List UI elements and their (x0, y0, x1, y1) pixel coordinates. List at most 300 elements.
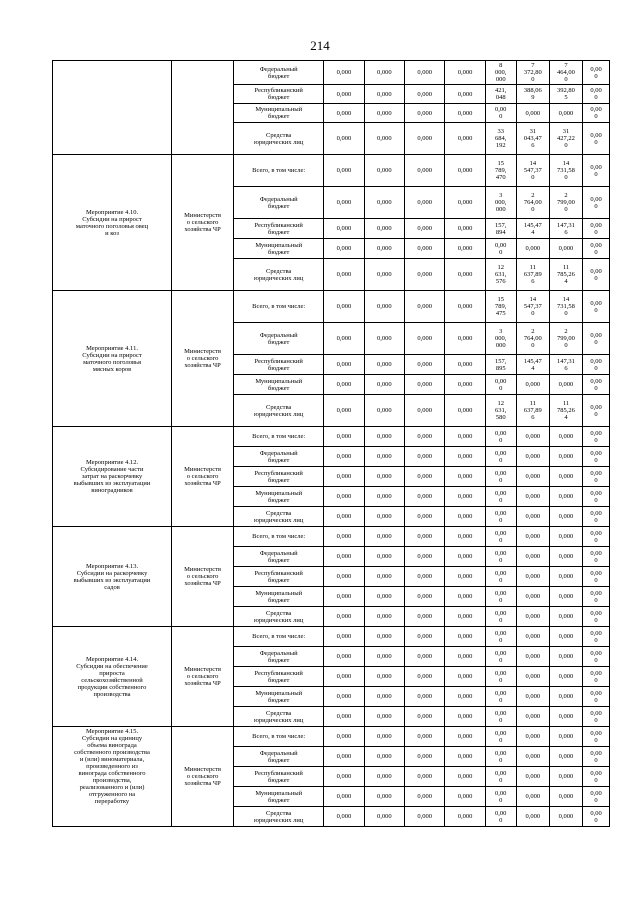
amount-cell: 0,000 (445, 61, 485, 85)
amount-cell: 0,00 0 (485, 587, 516, 607)
amount-cell: 0,00 0 (583, 259, 610, 291)
amount-cell: 0,000 (324, 507, 364, 527)
amount-cell: 0,000 (364, 567, 404, 587)
amount-cell: 0,000 (364, 767, 404, 787)
amount-cell: 0,000 (445, 123, 485, 155)
amount-cell: 0,000 (445, 587, 485, 607)
amount-cell: 0,00 0 (583, 547, 610, 567)
amount-cell: 0,000 (549, 687, 582, 707)
amount-cell: 2 799,00 0 (549, 323, 582, 355)
amount-cell: 0,00 0 (583, 239, 610, 259)
amount-cell: 0,000 (324, 239, 364, 259)
amount-cell: 0,000 (324, 447, 364, 467)
responsible-executor: Министерств о сельского хозяйства ЧР (172, 155, 234, 291)
amount-cell: 0,000 (404, 587, 444, 607)
funding-source: Республиканский бюджет (234, 667, 324, 687)
amount-cell: 3 000, 000 (485, 323, 516, 355)
amount-cell: 0,000 (404, 727, 444, 747)
responsible-executor: Министерств о сельского хозяйства ЧР (172, 727, 234, 827)
funding-table (52, 60, 610, 827)
amount-cell: 0,000 (549, 667, 582, 687)
amount-cell: 0,000 (445, 487, 485, 507)
amount-cell: 157, 895 (485, 355, 516, 375)
amount-cell: 0,000 (445, 647, 485, 667)
amount-cell: 0,000 (516, 547, 549, 567)
amount-cell: 0,000 (364, 547, 404, 567)
amount-cell: 0,00 0 (583, 85, 610, 104)
amount-cell: 0,000 (516, 447, 549, 467)
amount-cell: 2 799,00 0 (549, 187, 582, 219)
responsible-executor: Министерств о сельского хозяйства ЧР (172, 291, 234, 427)
amount-cell: 0,000 (364, 355, 404, 375)
funding-source: Всего, в том числе: (234, 627, 324, 647)
amount-cell: 0,00 0 (583, 155, 610, 187)
amount-cell: 388,06 9 (516, 85, 549, 104)
amount-cell: 0,000 (516, 627, 549, 647)
amount-cell: 0,00 0 (485, 667, 516, 687)
amount-cell: 0,000 (364, 375, 404, 395)
amount-cell: 0,000 (404, 104, 444, 123)
amount-cell: 0,000 (324, 527, 364, 547)
amount-cell: 0,000 (364, 807, 404, 827)
amount-cell: 0,000 (364, 587, 404, 607)
amount-cell: 0,00 0 (583, 375, 610, 395)
amount-cell: 0,000 (324, 587, 364, 607)
funding-source: Республиканский бюджет (234, 85, 324, 104)
amount-cell: 0,000 (445, 627, 485, 647)
amount-cell: 0,000 (516, 467, 549, 487)
amount-cell: 0,000 (404, 807, 444, 827)
amount-cell: 0,00 0 (485, 627, 516, 647)
event-name: Мероприятие 4.10. Субсидии на прирост маточного поголовья овец и коз (53, 155, 172, 291)
event-name: Мероприятие 4.13. Субсидии на раскорчевку выбывших из эксплуатации садов (53, 527, 172, 627)
amount-cell: 0,000 (404, 747, 444, 767)
amount-cell: 0,000 (324, 607, 364, 627)
funding-source: Средства юридических лиц (234, 607, 324, 627)
amount-cell: 0,000 (445, 375, 485, 395)
amount-cell: 0,000 (404, 467, 444, 487)
responsible-executor (172, 61, 234, 155)
amount-cell: 0,000 (549, 375, 582, 395)
amount-cell: 0,000 (445, 239, 485, 259)
event-name: Мероприятие 4.14. Субсидии на обеспечение прироста сельскохозяйственной продукции собственного производства (53, 627, 172, 727)
amount-cell: 0,000 (516, 104, 549, 123)
amount-cell: 0,000 (516, 807, 549, 827)
amount-cell: 0,000 (404, 187, 444, 219)
amount-cell: 0,000 (404, 395, 444, 427)
amount-cell: 14 547,37 0 (516, 155, 549, 187)
table-row (53, 727, 610, 747)
amount-cell: 0,000 (324, 427, 364, 447)
amount-cell: 0,00 0 (485, 447, 516, 467)
amount-cell: 0,000 (404, 323, 444, 355)
amount-cell: 0,000 (445, 807, 485, 827)
amount-cell: 0,000 (445, 187, 485, 219)
amount-cell: 0,00 0 (485, 747, 516, 767)
amount-cell: 0,00 0 (583, 687, 610, 707)
amount-cell: 0,000 (445, 259, 485, 291)
amount-cell: 0,000 (404, 219, 444, 239)
amount-cell: 0,000 (549, 647, 582, 667)
amount-cell: 2 764,00 0 (516, 187, 549, 219)
funding-source: Федеральный бюджет (234, 61, 324, 85)
amount-cell: 0,000 (404, 239, 444, 259)
funding-source: Средства юридических лиц (234, 807, 324, 827)
funding-table-body (53, 61, 610, 827)
amount-cell: 0,000 (516, 767, 549, 787)
funding-source: Средства юридических лиц (234, 395, 324, 427)
amount-cell: 0,000 (516, 707, 549, 727)
funding-source: Всего, в том числе: (234, 291, 324, 323)
funding-source: Муниципальный бюджет (234, 239, 324, 259)
responsible-executor: Министерств о сельского хозяйства ЧР (172, 427, 234, 527)
amount-cell: 0,000 (516, 587, 549, 607)
funding-source: Всего, в том числе: (234, 155, 324, 187)
amount-cell: 0,000 (516, 487, 549, 507)
amount-cell: 0,00 0 (583, 467, 610, 487)
amount-cell: 0,000 (445, 447, 485, 467)
amount-cell: 31 043,47 6 (516, 123, 549, 155)
amount-cell: 0,00 0 (583, 291, 610, 323)
amount-cell: 0,000 (364, 787, 404, 807)
amount-cell: 0,000 (404, 61, 444, 85)
amount-cell: 3 000, 000 (485, 187, 516, 219)
amount-cell: 0,000 (549, 807, 582, 827)
amount-cell: 0,00 0 (583, 323, 610, 355)
amount-cell: 0,000 (324, 807, 364, 827)
amount-cell: 0,000 (364, 323, 404, 355)
amount-cell: 11 785,26 4 (549, 395, 582, 427)
funding-source: Средства юридических лиц (234, 259, 324, 291)
amount-cell: 0,00 0 (583, 527, 610, 547)
amount-cell: 15 789, 475 (485, 291, 516, 323)
amount-cell: 0,00 0 (583, 627, 610, 647)
amount-cell: 0,000 (324, 467, 364, 487)
amount-cell: 0,000 (364, 259, 404, 291)
amount-cell: 0,000 (324, 647, 364, 667)
funding-source: Средства юридических лиц (234, 707, 324, 727)
amount-cell: 0,000 (324, 123, 364, 155)
amount-cell: 0,000 (549, 104, 582, 123)
amount-cell: 0,00 0 (485, 239, 516, 259)
amount-cell: 0,000 (324, 375, 364, 395)
amount-cell: 0,000 (445, 547, 485, 567)
amount-cell: 157, 894 (485, 219, 516, 239)
funding-source: Муниципальный бюджет (234, 687, 324, 707)
table-row (53, 427, 610, 447)
amount-cell: 0,000 (404, 687, 444, 707)
amount-cell: 0,000 (324, 767, 364, 787)
amount-cell: 0,000 (445, 427, 485, 447)
amount-cell: 0,000 (549, 427, 582, 447)
amount-cell: 0,00 0 (583, 487, 610, 507)
amount-cell: 0,000 (445, 747, 485, 767)
amount-cell: 0,000 (324, 61, 364, 85)
amount-cell: 0,000 (549, 547, 582, 567)
amount-cell: 0,00 0 (583, 123, 610, 155)
amount-cell: 0,000 (549, 607, 582, 627)
amount-cell: 0,000 (364, 647, 404, 667)
table-row (53, 527, 610, 547)
amount-cell: 0,000 (364, 607, 404, 627)
amount-cell: 0,000 (324, 395, 364, 427)
amount-cell: 0,000 (324, 687, 364, 707)
amount-cell: 0,000 (549, 507, 582, 527)
amount-cell: 11 637,89 6 (516, 259, 549, 291)
amount-cell: 0,00 0 (485, 647, 516, 667)
amount-cell: 0,00 0 (583, 61, 610, 85)
amount-cell: 0,00 0 (485, 567, 516, 587)
amount-cell: 0,00 0 (583, 427, 610, 447)
amount-cell: 0,000 (324, 219, 364, 239)
amount-cell: 7 464,00 0 (549, 61, 582, 85)
amount-cell: 0,00 0 (485, 104, 516, 123)
amount-cell: 0,000 (404, 707, 444, 727)
amount-cell: 0,00 0 (485, 507, 516, 527)
amount-cell: 0,00 0 (583, 507, 610, 527)
amount-cell: 0,000 (549, 787, 582, 807)
amount-cell: 0,00 0 (583, 104, 610, 123)
amount-cell: 0,000 (364, 507, 404, 527)
amount-cell: 0,00 0 (583, 807, 610, 827)
amount-cell: 11 637,89 6 (516, 395, 549, 427)
amount-cell: 0,000 (445, 507, 485, 527)
amount-cell: 0,00 0 (485, 467, 516, 487)
amount-cell: 0,000 (445, 767, 485, 787)
amount-cell: 2 764,00 0 (516, 323, 549, 355)
amount-cell: 0,00 0 (485, 487, 516, 507)
amount-cell: 0,000 (549, 487, 582, 507)
amount-cell: 392,80 5 (549, 85, 582, 104)
amount-cell: 0,000 (404, 447, 444, 467)
amount-cell: 0,000 (549, 727, 582, 747)
amount-cell: 0,000 (516, 567, 549, 587)
amount-cell: 0,000 (516, 787, 549, 807)
amount-cell: 0,000 (324, 155, 364, 187)
amount-cell: 0,000 (404, 787, 444, 807)
amount-cell: 0,000 (445, 707, 485, 727)
amount-cell: 0,000 (404, 527, 444, 547)
funding-source: Федеральный бюджет (234, 647, 324, 667)
amount-cell: 0,000 (516, 607, 549, 627)
amount-cell: 0,000 (324, 787, 364, 807)
amount-cell: 0,000 (445, 667, 485, 687)
amount-cell: 0,000 (364, 104, 404, 123)
amount-cell: 0,000 (324, 707, 364, 727)
amount-cell: 0,000 (404, 607, 444, 627)
amount-cell: 0,000 (549, 627, 582, 647)
amount-cell: 0,000 (445, 291, 485, 323)
amount-cell: 0,000 (445, 395, 485, 427)
amount-cell: 0,000 (516, 747, 549, 767)
amount-cell: 0,000 (549, 747, 582, 767)
funding-source: Федеральный бюджет (234, 547, 324, 567)
amount-cell: 12 631, 576 (485, 259, 516, 291)
amount-cell: 0,000 (445, 787, 485, 807)
amount-cell: 0,00 0 (485, 807, 516, 827)
amount-cell: 0,00 0 (583, 647, 610, 667)
amount-cell: 0,00 0 (583, 767, 610, 787)
funding-source: Всего, в том числе: (234, 527, 324, 547)
amount-cell: 0,000 (445, 355, 485, 375)
amount-cell: 0,000 (364, 667, 404, 687)
amount-cell: 0,000 (364, 61, 404, 85)
amount-cell: 0,000 (549, 447, 582, 467)
amount-cell: 0,000 (324, 747, 364, 767)
funding-source: Всего, в том числе: (234, 427, 324, 447)
amount-cell: 0,000 (445, 155, 485, 187)
amount-cell: 0,00 0 (583, 447, 610, 467)
amount-cell: 14 731,58 0 (549, 155, 582, 187)
amount-cell: 7 372,80 0 (516, 61, 549, 85)
event-name: Мероприятие 4.15. Субсидии на единицу объема винограда собственного производства и (или) виноматериала, произведенного из винограда собственного производства, реализованного и (или) отгруженного на переработку (53, 727, 172, 827)
amount-cell: 0,00 0 (583, 747, 610, 767)
amount-cell: 0,000 (445, 467, 485, 487)
amount-cell: 0,000 (549, 587, 582, 607)
amount-cell: 0,000 (364, 219, 404, 239)
amount-cell: 0,000 (549, 767, 582, 787)
amount-cell: 0,000 (364, 427, 404, 447)
amount-cell: 0,000 (364, 627, 404, 647)
amount-cell: 0,000 (404, 291, 444, 323)
amount-cell: 0,00 0 (485, 767, 516, 787)
amount-cell: 145,47 4 (516, 219, 549, 239)
amount-cell: 0,000 (324, 547, 364, 567)
table-row (53, 291, 610, 323)
amount-cell: 0,000 (404, 85, 444, 104)
amount-cell: 12 631, 580 (485, 395, 516, 427)
funding-source: Муниципальный бюджет (234, 587, 324, 607)
amount-cell: 0,000 (404, 375, 444, 395)
amount-cell: 421, 048 (485, 85, 516, 104)
amount-cell: 11 785,26 4 (549, 259, 582, 291)
table-row (53, 61, 610, 85)
amount-cell: 0,000 (324, 355, 364, 375)
amount-cell: 0,000 (364, 85, 404, 104)
amount-cell: 0,000 (364, 291, 404, 323)
amount-cell: 0,000 (516, 727, 549, 747)
funding-source: Республиканский бюджет (234, 219, 324, 239)
amount-cell: 0,000 (324, 727, 364, 747)
amount-cell: 0,000 (364, 239, 404, 259)
amount-cell: 0,00 0 (485, 607, 516, 627)
amount-cell: 0,000 (549, 527, 582, 547)
amount-cell: 0,00 0 (583, 587, 610, 607)
amount-cell: 0,000 (364, 527, 404, 547)
amount-cell: 0,000 (516, 375, 549, 395)
amount-cell: 0,000 (324, 104, 364, 123)
amount-cell: 0,00 0 (485, 427, 516, 447)
amount-cell: 0,000 (364, 395, 404, 427)
amount-cell: 0,00 0 (583, 395, 610, 427)
funding-source: Муниципальный бюджет (234, 787, 324, 807)
amount-cell: 0,00 0 (583, 727, 610, 747)
page-number: 214 (310, 38, 330, 53)
amount-cell: 0,000 (445, 727, 485, 747)
amount-cell: 31 427,22 0 (549, 123, 582, 155)
amount-cell: 15 789, 470 (485, 155, 516, 187)
amount-cell: 0,000 (516, 647, 549, 667)
amount-cell: 0,00 0 (485, 687, 516, 707)
amount-cell: 0,000 (404, 667, 444, 687)
amount-cell: 0,00 0 (583, 607, 610, 627)
funding-source: Федеральный бюджет (234, 447, 324, 467)
amount-cell: 0,000 (404, 155, 444, 187)
amount-cell: 0,00 0 (583, 187, 610, 219)
amount-cell: 0,000 (445, 687, 485, 707)
amount-cell: 147,31 6 (549, 355, 582, 375)
funding-source: Республиканский бюджет (234, 767, 324, 787)
amount-cell: 0,00 0 (485, 527, 516, 547)
event-name (53, 61, 172, 155)
funding-source: Муниципальный бюджет (234, 104, 324, 123)
amount-cell: 0,000 (324, 667, 364, 687)
amount-cell: 0,000 (364, 447, 404, 467)
table-row (53, 627, 610, 647)
amount-cell: 0,000 (324, 567, 364, 587)
amount-cell: 0,00 0 (485, 727, 516, 747)
amount-cell: 0,000 (404, 427, 444, 447)
amount-cell: 0,00 0 (485, 787, 516, 807)
amount-cell: 0,00 0 (583, 667, 610, 687)
amount-cell: 0,000 (404, 123, 444, 155)
responsible-executor: Министерств о сельского хозяйства ЧР (172, 627, 234, 727)
amount-cell: 14 547,37 0 (516, 291, 549, 323)
amount-cell: 0,000 (364, 467, 404, 487)
amount-cell: 145,47 4 (516, 355, 549, 375)
amount-cell: 0,000 (324, 291, 364, 323)
funding-source: Муниципальный бюджет (234, 375, 324, 395)
amount-cell: 0,00 0 (583, 707, 610, 727)
amount-cell: 0,000 (516, 427, 549, 447)
amount-cell: 0,000 (404, 487, 444, 507)
amount-cell: 0,000 (445, 85, 485, 104)
event-name: Мероприятие 4.11. Субсидии на прирост маточного поголовья мясных коров (53, 291, 172, 427)
amount-cell: 0,000 (404, 567, 444, 587)
amount-cell: 8 000, 000 (485, 61, 516, 85)
amount-cell: 0,000 (364, 707, 404, 727)
amount-cell: 0,00 0 (583, 219, 610, 239)
amount-cell: 0,000 (324, 187, 364, 219)
amount-cell: 0,000 (404, 507, 444, 527)
funding-source: Федеральный бюджет (234, 187, 324, 219)
amount-cell: 0,000 (364, 123, 404, 155)
amount-cell: 0,000 (404, 767, 444, 787)
amount-cell: 0,00 0 (583, 787, 610, 807)
amount-cell: 14 731,58 0 (549, 291, 582, 323)
amount-cell: 0,000 (364, 727, 404, 747)
amount-cell: 0,000 (404, 259, 444, 291)
funding-source: Средства юридических лиц (234, 123, 324, 155)
amount-cell: 0,00 0 (485, 707, 516, 727)
funding-source: Муниципальный бюджет (234, 487, 324, 507)
amount-cell: 0,000 (364, 187, 404, 219)
amount-cell: 0,000 (324, 85, 364, 104)
amount-cell: 0,000 (324, 323, 364, 355)
amount-cell: 0,00 0 (583, 355, 610, 375)
amount-cell: 0,000 (445, 607, 485, 627)
amount-cell: 0,000 (445, 323, 485, 355)
amount-cell: 147,31 6 (549, 219, 582, 239)
amount-cell: 0,000 (404, 355, 444, 375)
funding-source: Средства юридических лиц (234, 507, 324, 527)
funding-source: Республиканский бюджет (234, 467, 324, 487)
amount-cell: 0,000 (324, 259, 364, 291)
event-name: Мероприятие 4.12. Субсидирование части затрат на раскорчевку выбывших из эксплуатации виноградников (53, 427, 172, 527)
funding-source: Федеральный бюджет (234, 747, 324, 767)
amount-cell: 0,00 0 (583, 567, 610, 587)
amount-cell: 0,00 0 (485, 375, 516, 395)
